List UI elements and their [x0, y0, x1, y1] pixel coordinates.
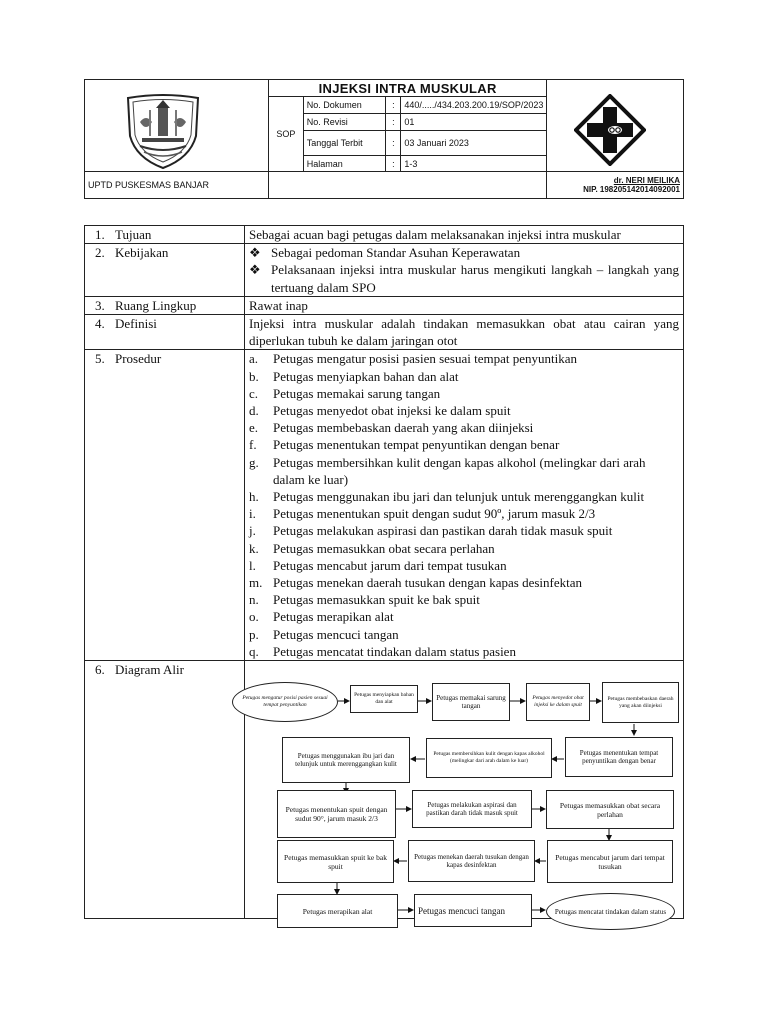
step-text: Petugas menyedot obat injeksi ke dalam spuit [273, 403, 511, 419]
page-label: Halaman [303, 156, 386, 172]
flow-node: Petugas membersihkan kulit dengan kapas alkohol (melingkar dari arah dalam ke luar) [426, 738, 552, 778]
step-key: h. [249, 489, 259, 505]
step-key: b. [249, 368, 259, 384]
step-key: o. [249, 609, 259, 625]
document-title: INJEKSI INTRA MUSKULAR [268, 80, 547, 97]
step-key: c. [249, 385, 259, 401]
flow-node-end: Petugas mencatat tindakan dalam status [546, 893, 675, 930]
procedure-step [249, 626, 679, 643]
step-text: Petugas membersihkan kulit dengan kapas alkohol (melingkar dari arah dalam ke luar) [273, 454, 646, 487]
step-key: f. [249, 437, 257, 453]
procedure-step [249, 608, 679, 625]
procedure-step [249, 454, 679, 488]
step-key: n. [249, 592, 259, 608]
section-label-diagram-alir: 6. Diagram Alir [85, 661, 245, 919]
step-text: Petugas menekan daerah tusukan dengan kapas desinfektan [273, 575, 583, 591]
step-key: q. [249, 643, 259, 659]
prosedur-steps [245, 350, 684, 661]
step-text: Petugas memasukkan obat secara perlahan [273, 540, 495, 556]
step-key: i. [249, 506, 256, 522]
section-label-kebijakan: 2. Kebijakan [85, 244, 245, 297]
flow-node: Petugas menyedot obat injeksi ke dalam spuit [526, 683, 590, 721]
revision-value: 01 [401, 114, 547, 131]
step-key: m. [249, 575, 263, 591]
step-text: Petugas memakai sarung tangan [273, 385, 441, 401]
doc-number-label: No. Dokumen [303, 97, 386, 114]
step-key: j. [249, 523, 256, 539]
step-text: Petugas menentukan spuit dengan sudut 90º, jarum masuk 2/3 [273, 506, 596, 522]
signatory-nip: NIP. 198205142014092001 [583, 185, 680, 194]
tujuan-text: Sebagai acuan bagi petugas dalam melaksanakan injeksi intra muskular [245, 226, 684, 244]
section-label-definisi: 4. Definisi [85, 315, 245, 350]
step-key: a. [249, 351, 259, 367]
page-value: 1-3 [401, 156, 547, 172]
step-key: e. [249, 420, 259, 436]
procedure-step [249, 419, 679, 436]
flow-node: Petugas mencuci tangan [414, 894, 532, 927]
procedure-step [249, 557, 679, 574]
step-text: Petugas menentukan tempat penyuntikan dengan benar [273, 437, 560, 453]
flow-node: Petugas memakai sarung tangan [432, 683, 510, 721]
policy-item: ❖ Pelaksanaan injeksi intra muskular harus mengikuti langkah – langkah yang tertuang dalam SPO [249, 262, 679, 295]
section-label-prosedur: 5. Prosedur [85, 350, 245, 661]
flow-node: Petugas menekan daerah tusukan dengan kapas desinfektan [408, 840, 535, 882]
step-key: p. [249, 626, 259, 642]
flow-node: Petugas menentukan tempat penyuntikan dengan benar [565, 737, 673, 777]
flow-node: Petugas mencabut jarum dari tempat tusukan [547, 840, 673, 883]
step-text: Petugas mencatat tindakan dalam status pasien [273, 643, 516, 659]
procedure-step [249, 402, 679, 419]
step-text: Petugas melakukan aspirasi dan pastikan darah tidak masuk spuit [273, 523, 613, 539]
policy-item: ❖ Sebagai pedoman Standar Asuhan Keperawatan [249, 245, 521, 261]
flowchart [239, 677, 683, 937]
procedure-step [249, 540, 679, 557]
step-text: Petugas memasukkan spuit ke bak spuit [273, 592, 480, 608]
step-text: Petugas merapikan alat [273, 609, 394, 625]
step-text: Petugas menggunakan ibu jari dan telunjuk untuk merenggangkan kulit [273, 489, 645, 505]
issue-date-label: Tanggal Terbit [303, 131, 386, 156]
signatory-block [547, 172, 684, 199]
step-key: k. [249, 540, 259, 556]
step-text: Petugas membebaskan daerah yang akan diinjeksi [273, 420, 534, 436]
section-label-tujuan: 1. Tujuan [85, 226, 245, 244]
flow-node: Petugas menentukan spuit dengan sudut 90°, jarum masuk 2/3 [277, 790, 396, 838]
step-text: Petugas menyiapkan bahan dan alat [273, 368, 459, 384]
regional-emblem-icon [120, 92, 206, 170]
institution-name: UPTD PUSKESMAS BANJAR [85, 172, 269, 199]
procedure-step [249, 574, 679, 591]
procedure-step [249, 436, 679, 453]
step-text: Petugas mengatur posisi pasien sesuai tempat penyuntikan [273, 351, 577, 367]
kebijakan-list [245, 244, 684, 297]
step-key: l. [249, 557, 256, 573]
definisi-text: Injeksi intra muskular adalah tindakan memasukkan obat atau cairan yang diperlukan tubuh ke dalam jaringan otot [245, 315, 684, 350]
puskesmas-cross-logo-icon [574, 94, 646, 166]
procedure-step [249, 368, 679, 385]
flow-node: Petugas memasukkan obat secara perlahan [546, 790, 674, 829]
procedure-step [249, 643, 679, 660]
procedure-step [249, 505, 679, 522]
doc-number-value: 440/...../434.203.200.19/SOP/2023 [401, 97, 547, 114]
procedure-step [249, 488, 679, 505]
flow-node: Petugas menggunakan ibu jari dan telunjuk untuk merenggangkan kulit [282, 737, 410, 783]
blank-cell [268, 172, 547, 199]
sop-label: SOP [268, 97, 303, 172]
flow-node-start: Petugas mengatur posisi pasien sesuai tempat penyuntikan [232, 682, 338, 722]
signatory-name: dr. NERI MEILIKA [613, 176, 680, 185]
step-key: d. [249, 403, 259, 419]
step-key: g. [249, 454, 259, 470]
ruang-lingkup-text: Rawat inap [245, 296, 684, 314]
flow-node: Petugas melakukan aspirasi dan pastikan darah tidak masuk spuit [412, 790, 532, 828]
doc-number-colon: : [386, 97, 401, 114]
issue-date-value: 03 Januari 2023 [401, 131, 547, 156]
procedure-step [249, 385, 679, 402]
step-text: Petugas mencuci tangan [273, 626, 399, 642]
procedure-step [249, 350, 679, 367]
flow-node: Petugas menyiapkan bahan dan alat [350, 685, 418, 713]
flow-node: Petugas membebaskan daerah yang akan diinjeksi [602, 682, 679, 723]
section-label-ruang-lingkup: 3. Ruang Lingkup [85, 296, 245, 314]
procedure-step [249, 591, 679, 608]
step-text: Petugas mencabut jarum dari tempat tusukan [273, 557, 507, 573]
procedure-step [249, 522, 679, 539]
revision-label: No. Revisi [303, 114, 386, 131]
flow-node: Petugas memasukkan spuit ke bak spuit [277, 840, 394, 883]
flow-node: Petugas merapikan alat [277, 894, 398, 928]
issue-date-colon: : [386, 131, 401, 156]
page-colon: : [386, 156, 401, 172]
revision-colon: : [386, 114, 401, 131]
